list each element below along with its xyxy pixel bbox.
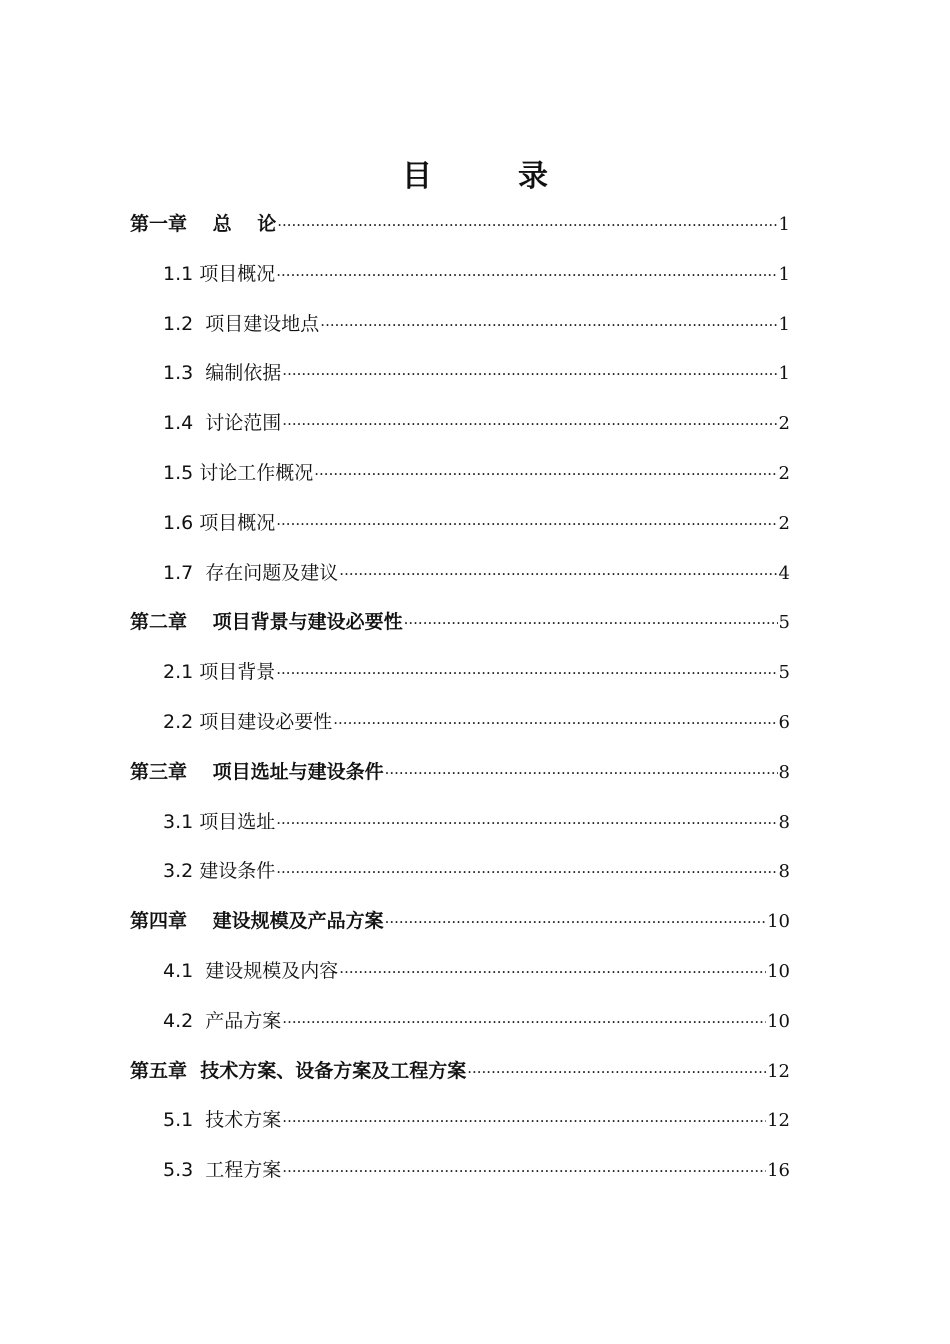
dot-leader [277, 201, 777, 251]
dot-leader [282, 1097, 766, 1147]
toc-page-number: 2 [778, 512, 790, 534]
toc-page-number: 6 [778, 711, 790, 733]
toc-entry-label: 4.2 产品方案 [163, 1009, 282, 1032]
dot-leader [385, 898, 766, 948]
toc-entry-label: 1.6 项目概况 [163, 511, 276, 534]
toc-page-number: 10 [767, 960, 790, 982]
toc-entry-label: 第五章 技术方案、设备方案及工程方案 [130, 1059, 467, 1082]
toc-page-number: 1 [778, 214, 790, 235]
dot-leader [282, 1147, 766, 1197]
toc-entry-label: 1.5 讨论工作概况 [163, 461, 314, 484]
dot-leader [282, 350, 777, 400]
toc-entry-label: 5.3 工程方案 [163, 1159, 282, 1182]
toc-section-1-7[interactable] [130, 549, 790, 599]
toc-section-3-2[interactable] [130, 847, 790, 897]
toc-chapter-1[interactable] [130, 200, 790, 250]
toc-section-4-2[interactable] [130, 997, 790, 1047]
toc-page-number: 1 [778, 363, 790, 385]
toc-section-5-1[interactable] [130, 1096, 790, 1146]
dot-leader [385, 749, 778, 799]
toc-page-number: 10 [767, 911, 790, 933]
toc-section-3-1[interactable] [130, 798, 790, 848]
toc-section-4-1[interactable] [130, 947, 790, 997]
toc-section-1-3[interactable] [130, 349, 790, 399]
dot-leader [282, 998, 766, 1048]
toc-page-number: 8 [778, 761, 790, 783]
toc-page-number: 2 [778, 413, 790, 435]
dot-leader [320, 301, 777, 351]
toc-entry-label: 3.2 建设条件 [163, 860, 276, 883]
toc-section-2-2[interactable] [130, 698, 790, 748]
toc-section-5-3[interactable] [130, 1146, 790, 1196]
table-of-contents [130, 200, 790, 1196]
toc-page-number: 10 [767, 1010, 790, 1032]
toc-entry-label: 2.2 项目建设必要性 [163, 710, 333, 733]
dot-leader [276, 649, 777, 699]
dot-leader [276, 500, 777, 550]
toc-section-1-2[interactable] [130, 300, 790, 350]
toc-entry-label: 1.1 项目概况 [163, 262, 276, 285]
toc-chapter-5[interactable] [130, 1047, 790, 1097]
dot-leader [467, 1048, 766, 1098]
toc-entry-label: 1.7 存在问题及建议 [163, 561, 339, 584]
dot-leader [404, 599, 778, 649]
toc-entry-label: 1.2 项目建设地点 [163, 312, 320, 335]
toc-page-number: 5 [778, 612, 790, 634]
toc-page-number: 8 [778, 811, 790, 833]
toc-entry-label: 第三章 项目选址与建设条件 [130, 760, 384, 783]
dot-leader [339, 948, 766, 998]
toc-entry-label: 5.1 技术方案 [163, 1109, 282, 1132]
toc-page-number: 12 [767, 1060, 790, 1082]
toc-entry-label: 1.3 编制依据 [163, 362, 282, 385]
toc-entry-label: 第一章 总 论 [130, 213, 277, 235]
toc-section-1-4[interactable] [130, 399, 790, 449]
dot-leader [282, 400, 777, 450]
dot-leader [333, 699, 777, 749]
toc-section-2-1[interactable] [130, 648, 790, 698]
toc-page-number: 5 [778, 662, 790, 684]
toc-page-number: 12 [767, 1110, 790, 1132]
toc-chapter-3[interactable] [130, 748, 790, 798]
dot-leader [276, 799, 777, 849]
toc-chapter-2[interactable] [130, 598, 790, 648]
dot-leader [276, 848, 777, 898]
toc-section-1-1[interactable] [130, 250, 790, 300]
toc-title: 目 录 [402, 159, 576, 194]
toc-chapter-4[interactable] [130, 897, 790, 947]
toc-page-number: 16 [767, 1160, 790, 1182]
dot-leader [314, 450, 777, 500]
toc-entry-label: 1.4 讨论范围 [163, 412, 282, 435]
toc-section-1-6[interactable] [130, 499, 790, 549]
toc-section-1-5[interactable] [130, 449, 790, 499]
toc-page-number: 8 [778, 861, 790, 883]
dot-leader [339, 550, 777, 600]
toc-page-number: 2 [778, 462, 790, 484]
toc-entry-label: 第四章 建设规模及产品方案 [130, 910, 384, 933]
dot-leader [276, 251, 777, 301]
toc-page-number: 4 [778, 562, 790, 584]
toc-entry-label: 2.1 项目背景 [163, 661, 276, 684]
toc-page-number: 1 [778, 313, 790, 335]
toc-entry-label: 3.1 项目选址 [163, 810, 276, 833]
toc-entry-label: 第二章 项目背景与建设必要性 [130, 611, 403, 634]
toc-page-number: 1 [778, 263, 790, 285]
toc-entry-label: 4.1 建设规模及内容 [163, 959, 339, 982]
